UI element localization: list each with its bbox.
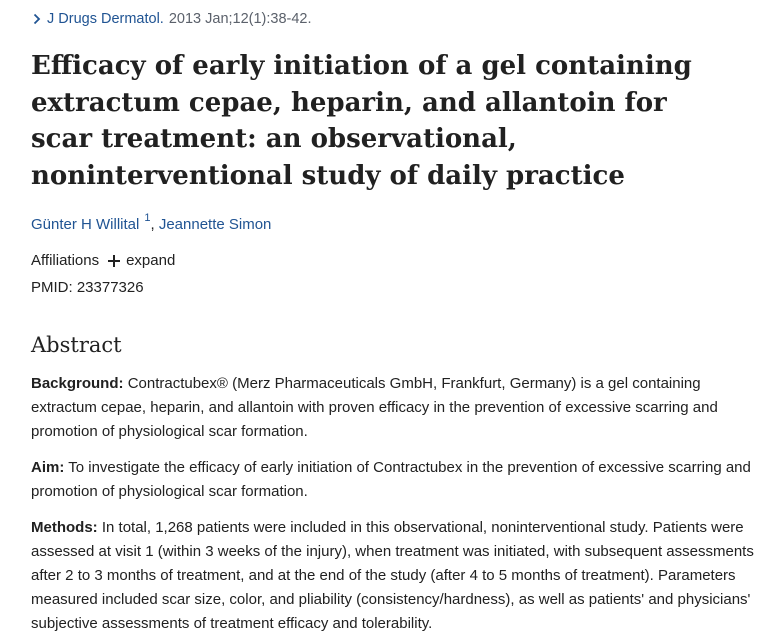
aim-label: Aim: <box>31 459 65 476</box>
citation-line <box>31 9 312 29</box>
abstract-aim <box>31 456 756 504</box>
author-link-simon[interactable]: Jeannette Simon <box>158 216 272 233</box>
expand-label: expand <box>126 252 176 269</box>
author-link-willital[interactable]: Günter H Willital <box>31 216 140 233</box>
affiliations-label: Affiliations <box>31 252 100 269</box>
author-separator: , <box>150 216 155 233</box>
affiliations-row <box>31 252 175 269</box>
chevron-right-icon[interactable] <box>31 13 43 25</box>
abstract-methods <box>31 516 756 636</box>
citation-date: 2013 Jan;12(1):38-42. <box>168 11 312 27</box>
methods-label: Methods: <box>31 519 98 536</box>
abstract-background <box>31 372 756 444</box>
methods-text: In total, 1,268 patients were included in this observational, noninterventional study. Patients were assessed at visit 1 (within 3 weeks of the injury), when treatment was initiated, with subsequent assessments after 2 to 3 months of treatment, and at the end of the study (after 4 to 5 months of treatment). Parameters measured included scar size, color, and pliability (consistency/hardness), as well as patients' and physicians' subjective assessments of treatment efficacy and tolerability. <box>31 519 754 632</box>
abstract-heading: Abstract <box>31 333 122 357</box>
pmid: PMID: 23377326 <box>31 279 144 296</box>
plus-icon <box>108 255 120 267</box>
background-text: Contractubex® (Merz Pharmaceuticals GmbH, Frankfurt, Germany) is a gel containing extractum cepae, heparin, and allantoin with proven efficacy in the prevention of excessive scarring and promotion of physiological scar formation. <box>31 375 718 440</box>
affiliation-marker[interactable]: 1 <box>144 212 151 224</box>
journal-link[interactable]: J Drugs Dermatol. <box>47 11 164 27</box>
background-label: Background: <box>31 375 124 392</box>
article-title: Efficacy of early initiation of a gel containing extractum cepae, heparin, and allantoin for scar treatment: an observational, noninterventional study of daily practice <box>31 51 692 191</box>
author-list <box>31 214 271 233</box>
aim-text: To investigate the efficacy of early initiation of Contractubex in the prevention of excessive scarring and promotion of physiological scar formation. <box>31 459 751 500</box>
expand-affiliations-button[interactable] <box>108 252 175 269</box>
